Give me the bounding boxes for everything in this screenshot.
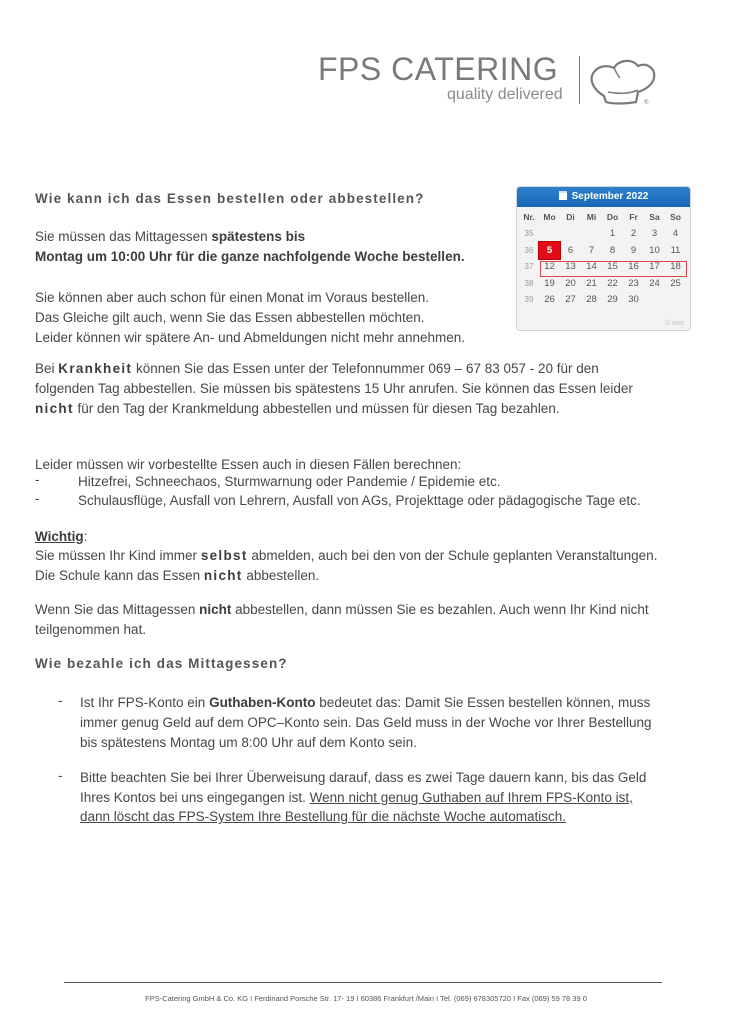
advance-order-line1: Sie können aber auch schon für einen Monat im Voraus bestellen.	[35, 290, 429, 305]
week-number: 35	[524, 229, 534, 239]
advance-order-line3: Leider können wir spätere An- und Abmeldungen nicht mehr annehmen.	[35, 330, 466, 345]
text: Ihres Kontos bei uns eingegangen ist.	[80, 790, 310, 805]
advance-order-line2: Das Gleiche gilt auch, wenn Sie das Essen abbestellen möchten.	[35, 310, 425, 325]
day-cell: 8	[609, 244, 616, 256]
day-cell: 7	[588, 244, 595, 256]
footer-divider	[64, 982, 662, 983]
day-cell	[644, 292, 665, 309]
text-bold: Guthaben-Konto	[209, 695, 316, 710]
text: Wenn Sie das Mittagessen	[35, 602, 200, 617]
important-label	[35, 527, 87, 548]
day-cell: 21	[586, 277, 597, 289]
text-underlined: Wenn nicht genug Guthaben auf Ihrem FPS-Konto ist,	[309, 790, 633, 805]
day-cell	[539, 226, 560, 243]
text: :	[83, 529, 88, 544]
day-cell: 9	[630, 244, 637, 256]
important-line1	[35, 546, 657, 567]
text-bold: nicht	[203, 568, 243, 583]
important-line2	[35, 566, 319, 587]
transfer-line3: dann löscht das FPS-System Ihre Bestellung für die nächste Woche automatisch.	[80, 809, 566, 824]
calendar-copyright: © ooo	[665, 320, 684, 327]
sick-line3	[35, 399, 560, 420]
text: für den Tag der Krankmeldung abbestellen und müssen für diesen Tag bezahlen.	[73, 401, 560, 416]
day-cell: 18	[670, 261, 681, 273]
calendar-icon	[559, 191, 567, 200]
day-cell: 11	[670, 244, 681, 256]
weekday-do: Do	[606, 212, 619, 223]
day-cell: 2	[630, 228, 637, 240]
weekday-mi: Mi	[586, 212, 597, 223]
day-cell	[560, 226, 581, 243]
week-number: 39	[524, 295, 534, 305]
text-bold: spätestens bis	[211, 229, 306, 244]
credit-account-line3: bis spätestens Montag um 8:00 Uhr auf dem Konto sein.	[80, 735, 417, 750]
day-cell: 30	[628, 294, 639, 306]
heading-order: Wie kann ich das Essen bestellen oder abbestellen?	[35, 191, 425, 206]
dash-bullet: -	[58, 768, 63, 783]
pay-line1	[35, 600, 649, 621]
day-cell: 12	[544, 261, 555, 273]
day-cell: 26	[544, 294, 555, 306]
dash-bullet: -	[35, 491, 40, 506]
sick-line2: folgenden Tag abbestellen. Sie müssen bis spätestens 15 Uhr anrufen. Sie können das Essen leider	[35, 381, 633, 396]
day-cell: 10	[649, 244, 660, 256]
day-cell: 13	[565, 261, 576, 273]
text-bold: Krankheit	[58, 361, 133, 376]
day-cell: 20	[565, 277, 576, 289]
transfer-line2	[80, 788, 633, 809]
text-bold: Montag um 10:00 Uhr für die ganze nachfolgende Woche bestellen.	[35, 249, 465, 264]
text: abmelden, auch bei den von der Schule geplanten Veranstaltungen.	[247, 548, 658, 563]
transfer-line1: Bitte beachten Sie bei Ihrer Überweisung darauf, dass es zwei Tage dauern kann, bis das Geld	[80, 770, 647, 785]
day-cell: 27	[565, 294, 576, 306]
charge-item: Hitzefrei, Schneechaos, Sturmwarnung oder Pandemie / Epidemie etc.	[78, 474, 501, 489]
weekday-sa: Sa	[649, 212, 660, 223]
weekday-fr: Fr	[629, 212, 638, 223]
calendar-grid	[519, 209, 686, 308]
text-bold: nicht	[35, 401, 74, 416]
logo-divider	[579, 56, 580, 104]
day-cell: 24	[649, 277, 660, 289]
heading-payment: Wie bezahle ich das Mittagessen?	[35, 656, 288, 671]
day-cell: 22	[607, 277, 618, 289]
dash-bullet: -	[58, 693, 63, 708]
text: können Sie das Essen unter der Telefonnummer 069 – 67 83 057 - 20 für den	[132, 361, 599, 376]
day-cell: 28	[586, 294, 597, 306]
day-cell	[581, 226, 602, 243]
day-cell: 6	[567, 244, 574, 256]
text: Ist Ihr FPS-Konto ein	[80, 695, 210, 710]
chef-hat-icon	[586, 54, 658, 106]
week-number-header: Nr.	[523, 212, 535, 223]
charge-item: Schulausflüge, Ausfall von Lehrern, Ausfall von AGs, Projekttage oder pädagogische Tage etc.	[78, 493, 641, 508]
day-cell: 14	[586, 261, 597, 273]
text: bedeutet das: Damit Sie Essen bestellen können, muss	[315, 695, 651, 710]
weekday-mo: Mo	[543, 212, 556, 223]
day-cell-highlighted: 5	[539, 242, 560, 259]
logo-title: FPS CATERING	[318, 51, 559, 87]
order-deadline-line2	[35, 247, 465, 268]
text: Die Schule kann das Essen	[35, 568, 204, 583]
text: Sie müssen das Mittagessen	[35, 229, 212, 244]
credit-account-line2: immer genug Geld auf dem OPC–Konto sein. Das Geld muss in der Woche vor Ihrer Bestellung	[80, 715, 652, 730]
text: abbestellen, dann müssen Sie es bezahlen. Auch wenn Ihr Kind nicht	[231, 602, 649, 617]
calendar-month: September 2022	[571, 191, 649, 202]
day-cell: 29	[607, 294, 618, 306]
text: abbestellen.	[242, 568, 320, 583]
calendar-header	[517, 187, 690, 207]
sick-line1	[35, 359, 599, 380]
text-bold: nicht	[199, 602, 232, 617]
weekday-so: So	[670, 212, 681, 223]
day-cell: 1	[609, 228, 616, 240]
credit-account-line1	[80, 693, 650, 714]
logo-subtitle: quality delivered	[447, 86, 563, 103]
weekday-di: Di	[566, 212, 575, 223]
pay-line2: teilgenommen hat.	[35, 622, 147, 637]
day-cell: 19	[544, 277, 555, 289]
day-cell: 23	[628, 277, 639, 289]
day-cell: 16	[628, 261, 639, 273]
text: Bei	[35, 361, 59, 376]
charge-intro: Leider müssen wir vorbestellte Essen auch in diesen Fällen berechnen:	[35, 457, 462, 472]
dash-bullet: -	[35, 472, 40, 487]
day-cell	[665, 292, 686, 309]
week-number: 36	[524, 245, 534, 255]
footer-address: FPS-Catering GmbH & Co. KG I Ferdinand Porsche Str. 17- 19 I 60386 Frankfurt /Main I Tel. (069) 678305720 I Fax (069) 59 78 39 0	[145, 994, 587, 1003]
text: Sie müssen Ihr Kind immer	[35, 548, 201, 563]
text-bold-underlined: Wichtig	[35, 529, 84, 544]
week-number: 38	[524, 278, 534, 288]
day-cell: 15	[607, 261, 618, 273]
day-cell: 25	[670, 277, 681, 289]
order-deadline-line1	[35, 227, 305, 248]
day-cell: 17	[649, 261, 660, 273]
calendar-widget	[516, 186, 691, 331]
day-cell: 4	[672, 228, 679, 240]
week-number: 37	[524, 262, 534, 272]
registered-mark: ®	[644, 100, 649, 106]
text-bold: selbst	[200, 548, 248, 563]
day-cell: 3	[651, 228, 658, 240]
